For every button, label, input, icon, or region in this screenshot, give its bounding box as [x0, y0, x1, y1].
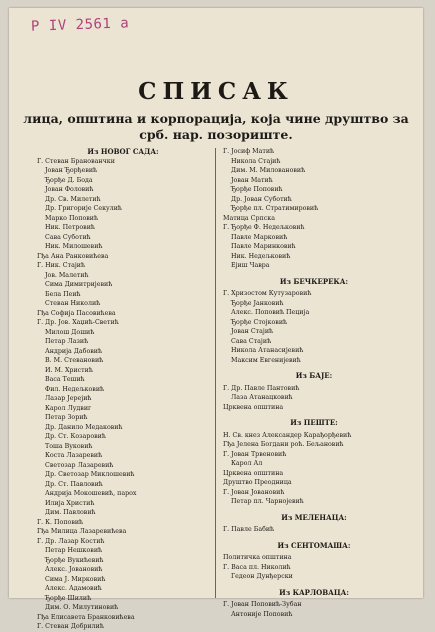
list-item: Ник. Петровић: [45, 224, 95, 231]
list-item: В. М. Стевановић: [45, 357, 104, 364]
list-item: Н. Св. кнез Александер Карађорђевић: [223, 431, 352, 439]
list-item: Др. Св. Милетић: [45, 195, 101, 203]
list-item: Ђорђе пл. Стратимировић: [231, 205, 319, 212]
section-heading: Из НОВОГ САДА:: [87, 147, 159, 156]
section-heading: Из ПЕШТЕ:: [290, 418, 338, 427]
list-item: Јован Фоловић: [45, 186, 94, 193]
list-item: Тоша Вуковић: [45, 442, 93, 450]
list-item: Црквена општина: [223, 403, 284, 411]
list-item: Г. Хризостом Кутузаровић: [223, 290, 312, 297]
list-item: Др. Данило Медаковић: [45, 423, 123, 431]
list-item: Ник. Недељковић: [231, 252, 291, 260]
list-item: Карол Ал: [231, 460, 263, 467]
list-item: Андрија Дабовић: [45, 347, 103, 355]
list-item: Г. Др. Павле Пантовић: [223, 384, 300, 392]
list-item: Дим. М. Миловановић: [231, 167, 306, 174]
list-item: Г. Павле Бабић: [223, 526, 275, 533]
list-item: Максим Евгенијевић: [231, 356, 301, 364]
list-item: Политичка општина: [223, 554, 292, 561]
list-item: Милош Дошић: [45, 328, 95, 336]
list-item: Ејиш Чавра: [231, 262, 270, 269]
subtitle-line-1: лица, општина и корпорација, која чине друштво за: [23, 111, 409, 126]
list-item: Петар пл. Чарнојевић: [231, 498, 304, 505]
list-item: Петар Зорић: [45, 414, 88, 421]
list-item: Гђа Ана Ранковићева: [37, 252, 109, 260]
section-heading: Из СЕНТОМАША:: [277, 540, 351, 550]
page-title: СПИСАК: [138, 78, 294, 105]
list-item: Гђа Елисавета Бранковићева: [37, 613, 135, 621]
shelfmark-stamp: P IV 2561 а: [30, 15, 130, 35]
list-item: Лаза Атанацковић: [231, 394, 293, 401]
right-column: [223, 147, 405, 619]
list-item: Дим. О. Милутиновић: [45, 604, 119, 611]
list-item: Дим. Павловић: [45, 509, 96, 516]
list-item: Сава Стајић: [231, 337, 272, 345]
list-item: Јован Матић: [231, 176, 273, 184]
section-heading: Из БАЈЕ:: [295, 371, 333, 380]
list-item: Светозар Лазаревић: [45, 461, 114, 469]
list-item: Алекс. Поповић Пеција: [231, 309, 310, 316]
document-page: [9, 8, 423, 630]
section-heading: Из БЕЧКЕРЕКА:: [279, 276, 349, 286]
left-column: [37, 147, 209, 632]
list-item: Друштво Преодница: [223, 479, 292, 486]
list-item: Петар Лазић: [45, 338, 89, 345]
list-item: Г. Јосиф Матић: [223, 148, 275, 155]
list-item: Г. Васа пл. Николић: [223, 563, 291, 571]
list-item: Ђорђе Вукићевић: [45, 556, 104, 564]
list-item: Г. Стеван Добрилић: [37, 623, 104, 630]
list-item: Др. Ст. Козаровић: [45, 433, 106, 440]
list-item: Јован Ђорђевић: [45, 167, 98, 174]
list-item: Марко Поповић: [45, 214, 99, 222]
list-item: Фил. Недељковић: [45, 385, 105, 393]
list-item: Павле Маринковић: [231, 243, 296, 250]
list-item: Г. Јован Јовановић: [223, 488, 285, 496]
list-item: Г. Јован Поповић-Зубан: [223, 601, 302, 608]
list-item: Сима Ј. Мирковић: [45, 575, 106, 583]
list-item: Г. Ђорђе Ф. Недељковић: [223, 224, 305, 231]
list-item: Јов. Малетић: [45, 271, 89, 279]
list-item: Ђорђе Поповић: [231, 186, 283, 193]
list-item: Ђорђе Јанковић: [231, 299, 284, 307]
column-divider: [215, 148, 216, 598]
list-item: И. М. Христић: [45, 366, 93, 374]
list-item: Васа Тешић: [45, 376, 85, 383]
list-item: Илија Христић: [45, 499, 95, 507]
section-heading: Из МЕЛЕНАЦА:: [281, 512, 347, 522]
list-item: Др. Јован Суботић: [231, 195, 292, 203]
list-item: Бела Пеић: [45, 290, 81, 298]
list-item: Андрија Мокошевић, парох: [45, 490, 137, 497]
list-item: Г. Др. Лазар Костић: [37, 537, 105, 545]
list-item: Г. К. Поповић: [37, 518, 84, 526]
list-item: Матица Српска: [223, 214, 275, 222]
list-item: Гедеон Дунђерски: [231, 573, 293, 580]
list-item: Сава Суботић: [45, 233, 91, 241]
list-item: Павле Марковић: [231, 233, 288, 241]
list-item: Ник. Милошевић: [45, 243, 103, 250]
list-item: Ђорђе Шилић: [45, 594, 92, 602]
list-item: Сима Димитријевић: [45, 281, 113, 288]
list-item: Карол Лудвиг: [45, 404, 92, 412]
list-item: Јован Стајић: [231, 328, 274, 335]
list-item: Др. Светозар Миклошевић: [45, 471, 135, 478]
list-item: Антоније Поповић: [231, 610, 293, 618]
list-item: Алекс. Јовановић: [45, 566, 103, 573]
list-item: Др. Григорије Секулић: [45, 205, 122, 212]
list-item: Г. Ник. Стајић: [37, 262, 86, 269]
section-heading: Из КАРЛОВАЦА:: [279, 587, 349, 597]
list-item: Црквена општина: [223, 469, 284, 477]
subtitle-line-2: срб. нар. позориште.: [139, 127, 293, 142]
list-item: Алекс. Адамовић: [45, 585, 102, 592]
list-item: Г. Стеван Бранованчки: [37, 157, 115, 165]
list-item: Гђа Софија Пасовићева: [37, 309, 116, 317]
list-item: Петар Нешковић: [45, 547, 103, 554]
list-item: Коста Лазаревић: [45, 452, 103, 459]
list-item: Ђорђе Д. Бода: [45, 176, 93, 184]
list-item: Никола Стајић: [231, 157, 281, 165]
list-item: Гђа Милица Лазаревићева: [37, 528, 127, 535]
list-item: Др. Ст. Павловић: [45, 480, 103, 488]
list-item: Г. Јован Трвеновић: [223, 450, 287, 458]
list-item: Лазар Јерејић: [45, 395, 92, 402]
list-item: Никола Атанасијевић: [231, 347, 304, 354]
list-item: Гђа Јелена Богдани роћ. Бељановић: [223, 441, 344, 448]
list-item: Стеван Николић: [45, 300, 101, 307]
list-item: Ђорђе Стојковић: [231, 318, 288, 326]
list-item: Г. Др. Јов. Хаџић-Светић: [37, 319, 119, 326]
